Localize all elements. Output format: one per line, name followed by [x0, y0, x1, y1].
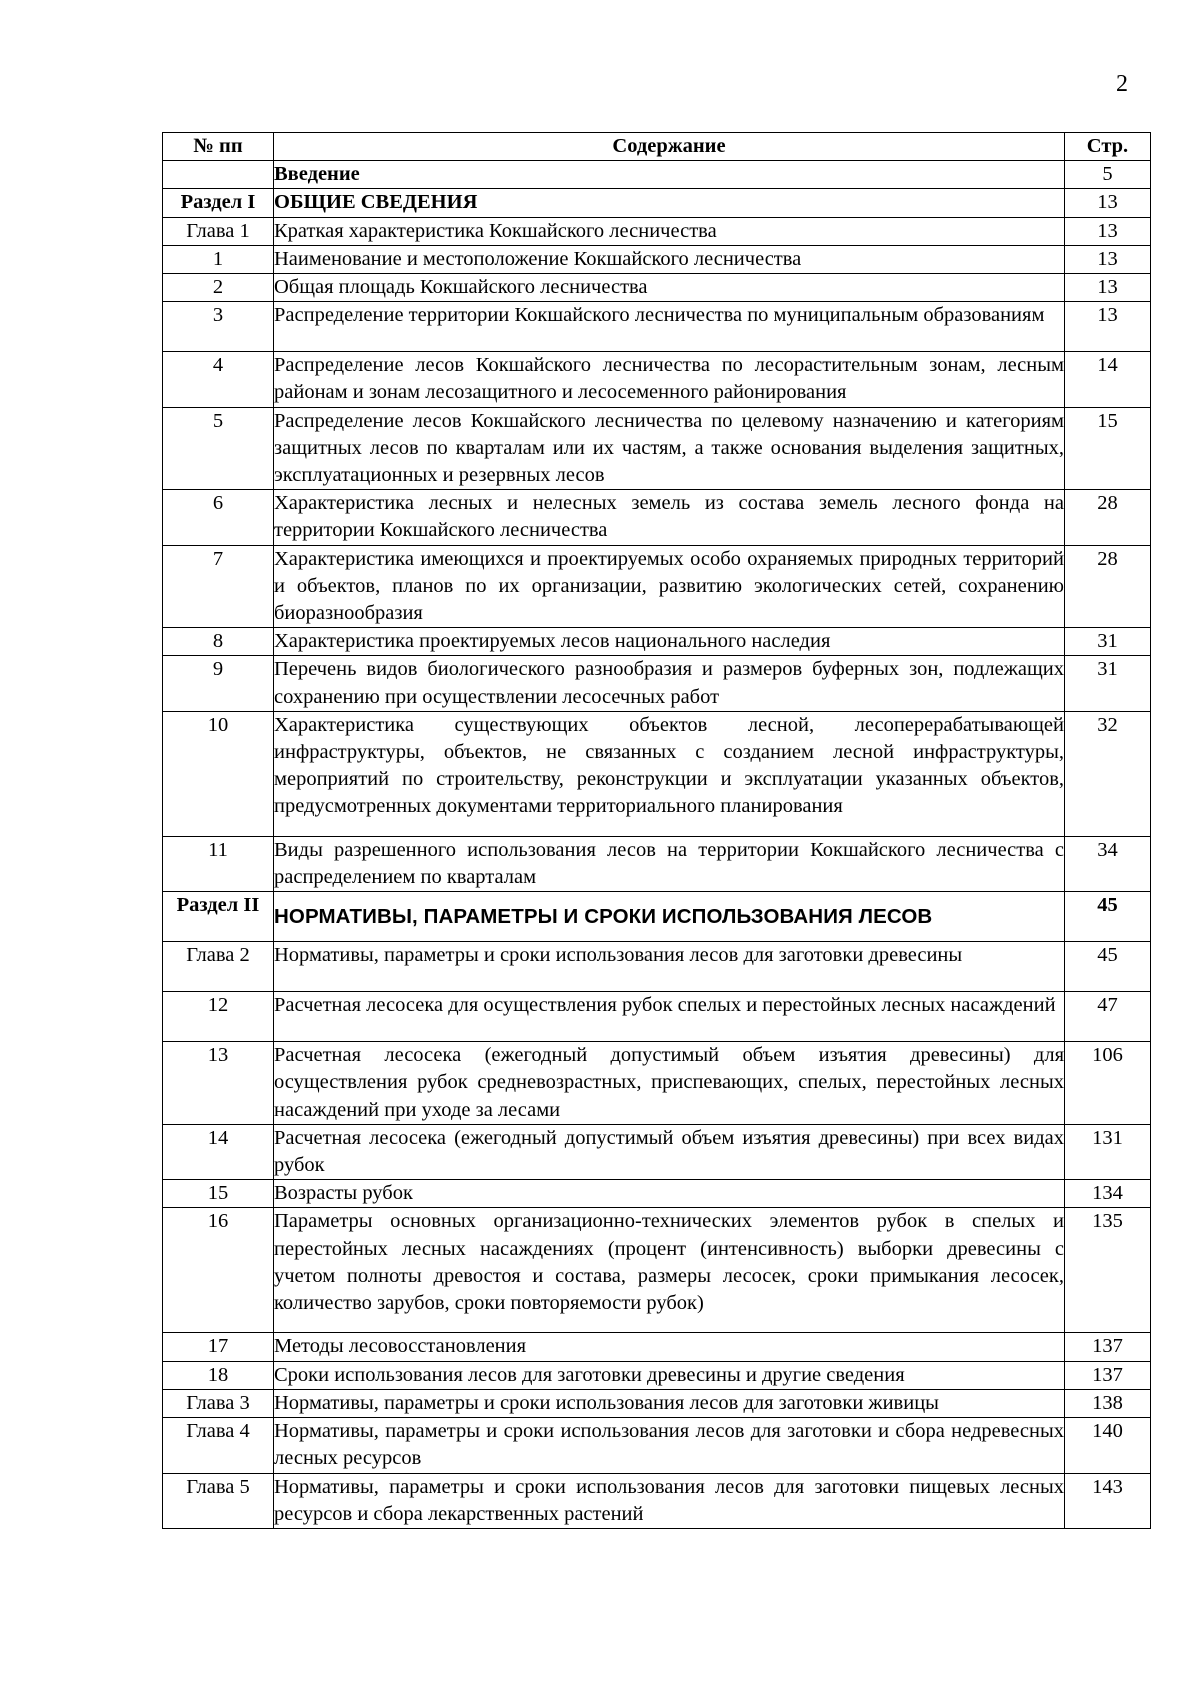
table-row — [163, 1042, 1151, 1125]
row-content: Нормативы, параметры и сроки использования лесов для заготовки пищевых лесных ресурсов и сбора лекарственных растений — [274, 1473, 1065, 1528]
row-content: Характеристика существующих объектов лесной, лесоперерабатывающей инфраструктуры, объектов, не связанных с созданием лесной инфраструктуры, мероприятий по строительству, реконструкции и эксплуатации указанных объектов, предусмотренных документами территориального планирования — [274, 711, 1065, 836]
row-page: 14 — [1065, 352, 1151, 407]
table-of-contents — [162, 132, 1151, 1529]
row-number: 8 — [163, 628, 274, 656]
row-number: 5 — [163, 407, 274, 490]
row-page: 15 — [1065, 407, 1151, 490]
row-page: 131 — [1065, 1124, 1151, 1179]
toc-body — [163, 161, 1151, 1529]
table-row — [163, 1418, 1151, 1473]
row-page: 106 — [1065, 1042, 1151, 1125]
row-number: 13 — [163, 1042, 274, 1125]
row-page: 137 — [1065, 1333, 1151, 1361]
row-page: 13 — [1065, 217, 1151, 245]
row-page: 34 — [1065, 836, 1151, 891]
table-row — [163, 836, 1151, 891]
table-row — [163, 245, 1151, 273]
row-number: Глава 5 — [163, 1473, 274, 1528]
row-page: 28 — [1065, 490, 1151, 545]
row-number: Раздел I — [163, 189, 274, 217]
row-number: 6 — [163, 490, 274, 545]
row-number: 18 — [163, 1361, 274, 1389]
row-content: НОРМАТИВЫ, ПАРАМЕТРЫ И СРОКИ ИСПОЛЬЗОВАНИЯ ЛЕСОВ — [274, 892, 1065, 942]
row-number: 3 — [163, 302, 274, 352]
header-num: № пп — [163, 133, 274, 161]
row-number: 12 — [163, 992, 274, 1042]
table-row — [163, 1389, 1151, 1417]
row-content: Характеристика проектируемых лесов национального наследия — [274, 628, 1065, 656]
row-content: Нормативы, параметры и сроки использования лесов для заготовки живицы — [274, 1389, 1065, 1417]
row-content: Расчетная лесосека (ежегодный допустимый объем изъятия древесины) при всех видах рубок — [274, 1124, 1065, 1179]
table-row — [163, 628, 1151, 656]
row-number: 17 — [163, 1333, 274, 1361]
row-page: 31 — [1065, 656, 1151, 711]
row-page: 143 — [1065, 1473, 1151, 1528]
row-page: 140 — [1065, 1418, 1151, 1473]
row-content: Расчетная лесосека для осуществления рубок спелых и перестойных лесных насаждений — [274, 992, 1065, 1042]
row-content: Характеристика имеющихся и проектируемых особо охраняемых природных территорий и объектов, планов по их организации, развитию экологических сетей, сохранению биоразнообразия — [274, 545, 1065, 628]
row-number: 2 — [163, 274, 274, 302]
row-number: 11 — [163, 836, 274, 891]
row-content: Нормативы, параметры и сроки использования лесов для заготовки и сбора недревесных лесных ресурсов — [274, 1418, 1065, 1473]
table-row — [163, 407, 1151, 490]
row-page: 45 — [1065, 942, 1151, 992]
row-content: Введение — [274, 161, 1065, 189]
header-content: Содержание — [274, 133, 1065, 161]
table-row — [163, 352, 1151, 407]
row-content: Виды разрешенного использования лесов на территории Кокшайского лесничества с распределением по кварталам — [274, 836, 1065, 891]
table-row — [163, 302, 1151, 352]
row-content: Перечень видов биологического разнообразия и размеров буферных зон, подлежащих сохранению при осуществлении лесосечных работ — [274, 656, 1065, 711]
row-number: Глава 4 — [163, 1418, 274, 1473]
row-page: 28 — [1065, 545, 1151, 628]
row-content: Распределение лесов Кокшайского лесничества по целевому назначению и категориям защитных лесов по кварталам или их частям, а также основания выделения защитных, эксплуатационных и резервных лесов — [274, 407, 1065, 490]
row-page: 13 — [1065, 302, 1151, 352]
table-row — [163, 656, 1151, 711]
row-content: Характеристика лесных и нелесных земель из состава земель лесного фонда на территории Кокшайского лесничества — [274, 490, 1065, 545]
row-content: ОБЩИЕ СВЕДЕНИЯ — [274, 189, 1065, 217]
header-row — [163, 133, 1151, 161]
table-row — [163, 490, 1151, 545]
table-row — [163, 1124, 1151, 1179]
row-number: 15 — [163, 1180, 274, 1208]
row-content: Краткая характеристика Кокшайского лесничества — [274, 217, 1065, 245]
table-row — [163, 942, 1151, 992]
table-row — [163, 217, 1151, 245]
row-number: Глава 1 — [163, 217, 274, 245]
row-number: 4 — [163, 352, 274, 407]
row-content: Нормативы, параметры и сроки использования лесов для заготовки древесины — [274, 942, 1065, 992]
row-page: 13 — [1065, 245, 1151, 273]
row-page: 138 — [1065, 1389, 1151, 1417]
row-page: 32 — [1065, 711, 1151, 836]
row-content: Возрасты рубок — [274, 1180, 1065, 1208]
table-row — [163, 711, 1151, 836]
row-page: 13 — [1065, 274, 1151, 302]
row-content: Распределение лесов Кокшайского лесничества по лесорастительным зонам, лесным районам и зонам лесозащитного и лесосеменного районирования — [274, 352, 1065, 407]
row-page: 135 — [1065, 1208, 1151, 1333]
table-row — [163, 1473, 1151, 1528]
table-row — [163, 161, 1151, 189]
table-row — [163, 992, 1151, 1042]
row-content: Методы лесовосстановления — [274, 1333, 1065, 1361]
row-content: Наименование и местоположение Кокшайского лесничества — [274, 245, 1065, 273]
table-row — [163, 545, 1151, 628]
page-number: 2 — [1116, 71, 1128, 97]
row-content: Сроки использования лесов для заготовки древесины и другие сведения — [274, 1361, 1065, 1389]
row-content: Общая площадь Кокшайского лесничества — [274, 274, 1065, 302]
row-number: 10 — [163, 711, 274, 836]
row-content: Параметры основных организационно-технических элементов рубок в спелых и перестойных лесных насаждениях (процент (интенсивность) выборки древесины с учетом полноты древостоя и состава, размеры лесосек, сроки примыкания лесосек, количество зарубов, сроки повторяемости рубок) — [274, 1208, 1065, 1333]
table-row — [163, 1208, 1151, 1333]
table-row — [163, 1333, 1151, 1361]
row-number: Раздел II — [163, 892, 274, 942]
row-number: Глава 3 — [163, 1389, 274, 1417]
row-number: 16 — [163, 1208, 274, 1333]
row-number: Глава 2 — [163, 942, 274, 992]
row-number: 1 — [163, 245, 274, 273]
row-number: 14 — [163, 1124, 274, 1179]
row-page: 31 — [1065, 628, 1151, 656]
row-page: 5 — [1065, 161, 1151, 189]
row-number: 9 — [163, 656, 274, 711]
row-page: 137 — [1065, 1361, 1151, 1389]
row-page: 134 — [1065, 1180, 1151, 1208]
row-page: 47 — [1065, 992, 1151, 1042]
row-number: 7 — [163, 545, 274, 628]
table-row — [163, 1361, 1151, 1389]
row-page: 13 — [1065, 189, 1151, 217]
table-row — [163, 274, 1151, 302]
table-row — [163, 892, 1151, 942]
table-row — [163, 189, 1151, 217]
row-page: 45 — [1065, 892, 1151, 942]
table-row — [163, 1180, 1151, 1208]
row-content: Распределение территории Кокшайского лесничества по муниципальным образованиям — [274, 302, 1065, 352]
header-page: Стр. — [1065, 133, 1151, 161]
row-content: Расчетная лесосека (ежегодный допустимый объем изъятия древесины) для осуществления рубок средневозрастных, приспевающих, спелых, перестойных лесных насаждений при уходе за лесами — [274, 1042, 1065, 1125]
row-number — [163, 161, 274, 189]
